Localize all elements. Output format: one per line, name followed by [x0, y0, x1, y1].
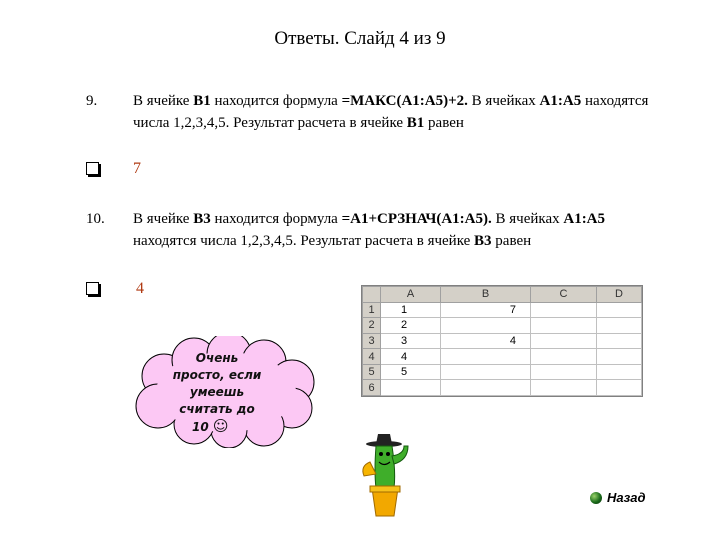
cloud-number: 10 — [192, 420, 209, 434]
answer-value: 4 — [136, 280, 144, 297]
cell-c2 — [531, 318, 597, 334]
column-header-row — [363, 287, 642, 303]
question-text — [133, 208, 653, 252]
question-number: 10. — [86, 211, 105, 227]
text-fragment: находится формула — [210, 93, 342, 109]
cloud-line: считать до — [179, 402, 255, 416]
cloud-line: Очень — [195, 351, 239, 365]
checkbox-bullet-icon — [86, 162, 99, 175]
cell-b3: 4 — [441, 333, 531, 349]
cell-d5 — [597, 364, 642, 380]
cell-b1: 7 — [441, 302, 531, 318]
cell-ref: В1 — [406, 115, 425, 131]
cell-a4: 4 — [381, 349, 441, 365]
table-row — [363, 302, 642, 318]
row-header: 1 — [363, 302, 381, 318]
row-header: 2 — [363, 318, 381, 334]
cell-d3 — [597, 333, 642, 349]
cell-b2 — [441, 318, 531, 334]
corner-cell — [363, 287, 381, 303]
cell-c1 — [531, 302, 597, 318]
text-fragment: равен — [424, 115, 464, 131]
text-fragment: В ячейке — [133, 211, 194, 227]
question-text — [133, 90, 653, 134]
range-ref: А1:А5 — [563, 211, 606, 227]
formula: =МАКС(А1:А5)+2. — [341, 93, 468, 109]
checkbox-bullet-icon — [86, 282, 99, 295]
cloud-last-line — [162, 418, 272, 436]
cell-b4 — [441, 349, 531, 365]
text-fragment: равен — [491, 233, 532, 249]
smiley-icon: ☺ — [212, 417, 229, 435]
row-header: 3 — [363, 333, 381, 349]
cell-a5: 5 — [381, 364, 441, 380]
back-button[interactable] — [590, 490, 646, 505]
cell-ref: В1 — [193, 93, 211, 109]
cloud-line: просто, если — [172, 368, 262, 382]
table-row — [363, 364, 642, 380]
cell-b6 — [441, 380, 531, 396]
column-header: C — [531, 287, 597, 303]
range-ref: А1:А5 — [539, 93, 582, 109]
column-header: B — [441, 287, 531, 303]
table-row — [363, 333, 642, 349]
cell-ref: В3 — [193, 211, 211, 227]
cell-c5 — [531, 364, 597, 380]
table-row — [363, 318, 642, 334]
cell-d2 — [597, 318, 642, 334]
formula: =А1+СРЗНАЧ(А1:А5). — [341, 211, 492, 227]
cell-d1 — [597, 302, 642, 318]
slide-title: Ответы. Слайд 4 из 9 — [274, 28, 446, 49]
text-fragment: В ячейках — [467, 93, 540, 109]
column-header: A — [381, 287, 441, 303]
text-fragment: находится формула — [210, 211, 342, 227]
cactus-icon — [354, 432, 416, 518]
answer-value: 7 — [133, 160, 141, 177]
table-row — [363, 349, 642, 365]
spreadsheet — [361, 285, 643, 397]
cell-d4 — [597, 349, 642, 365]
row-header: 4 — [363, 349, 381, 365]
cell-c4 — [531, 349, 597, 365]
question-number: 9. — [86, 93, 98, 109]
table-row — [363, 380, 642, 396]
text-fragment: В ячейке — [133, 93, 194, 109]
text-fragment: В ячейках — [491, 211, 564, 227]
back-label: Назад — [607, 490, 646, 505]
row-header: 5 — [363, 364, 381, 380]
text-fragment: находятся числа 1,2,3,4,5. Результат расчета в ячейке — [133, 93, 649, 131]
row-header: 6 — [363, 380, 381, 396]
cell-c3 — [531, 333, 597, 349]
globe-icon — [590, 492, 602, 504]
column-header: D — [597, 287, 642, 303]
cell-a2: 2 — [381, 318, 441, 334]
cell-a1: 1 — [381, 302, 441, 318]
cloud-message — [162, 350, 272, 436]
cell-b5 — [441, 364, 531, 380]
cell-a3: 3 — [381, 333, 441, 349]
cell-a6 — [381, 380, 441, 396]
cell-d6 — [597, 380, 642, 396]
text-fragment: находятся числа 1,2,3,4,5. Результат расчета в ячейке — [133, 233, 475, 249]
spreadsheet-grid — [362, 286, 642, 396]
cloud-line: умеешь — [189, 385, 245, 399]
cell-c6 — [531, 380, 597, 396]
cell-ref: В3 — [474, 233, 492, 249]
